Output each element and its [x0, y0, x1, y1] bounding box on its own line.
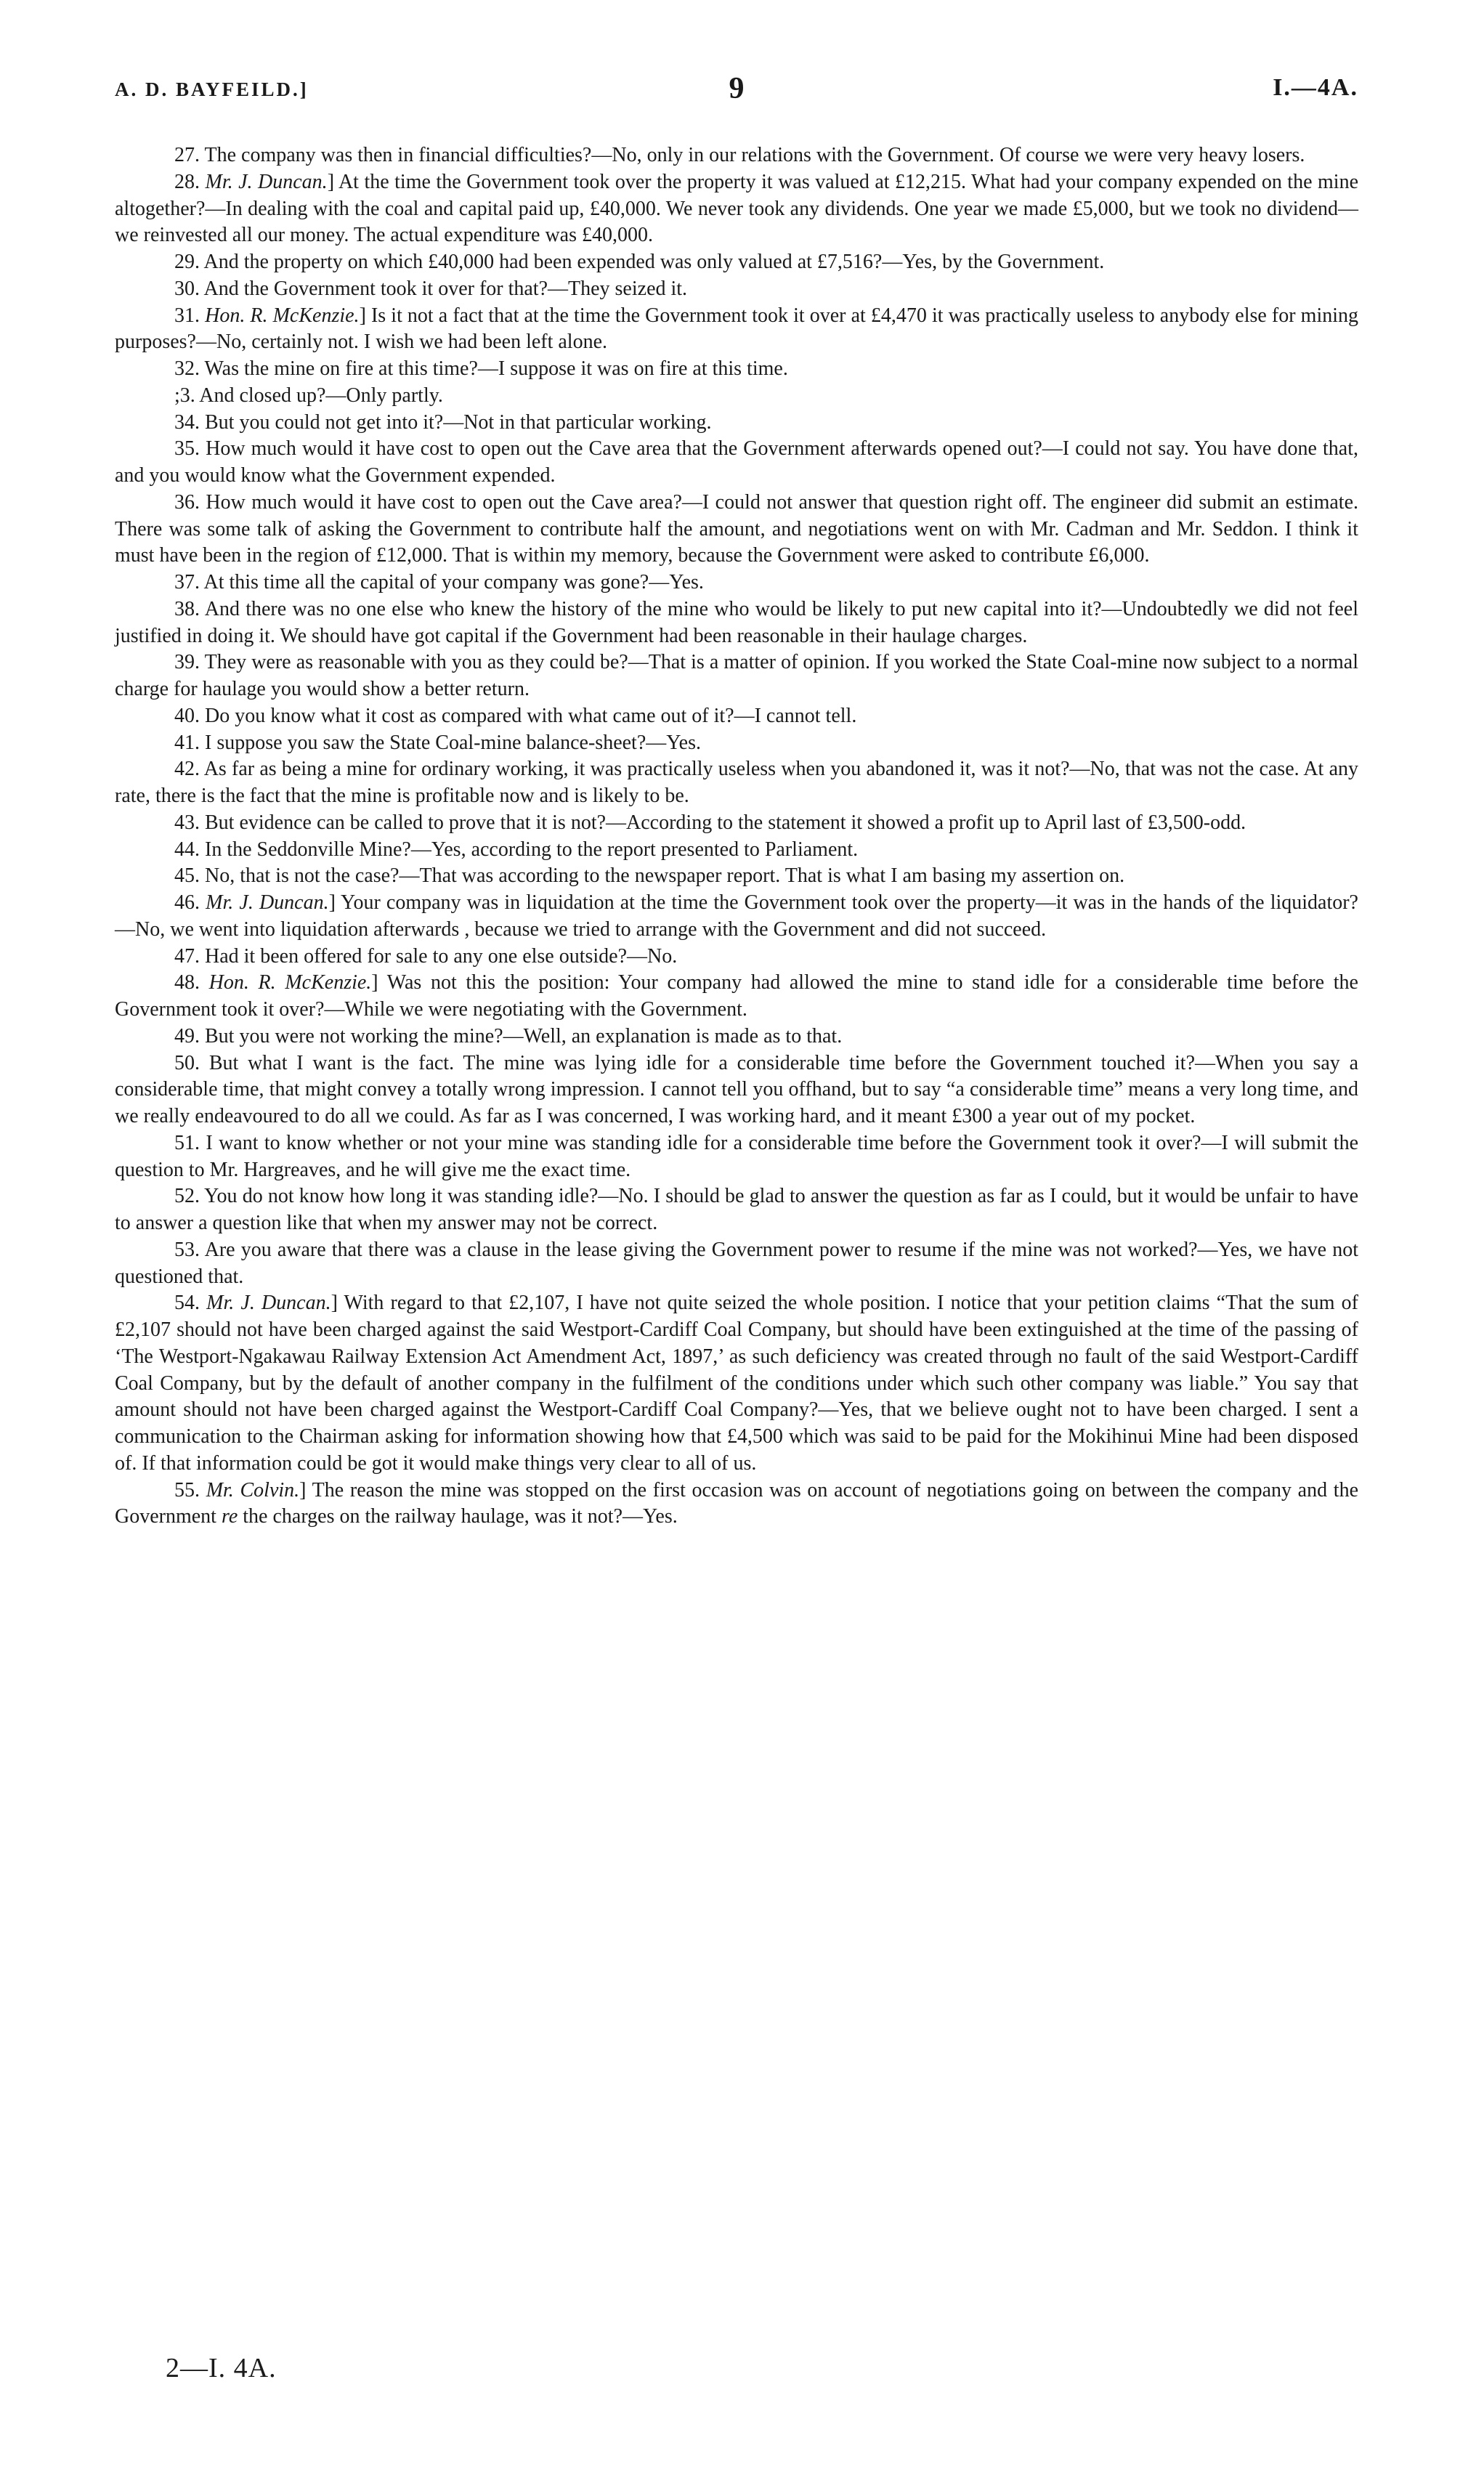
- qa-text: And the property on which £40,000 had been expended was only valued at £7,516?—Yes, by the Government.: [203, 251, 1105, 273]
- qa-text: ] Your company was in liquidation at the time the Government took over the property—it was in the hands of the liquidator?—No, we went into liquidation afterwards , because we tried to arrange with the Government and did not succeed.: [115, 891, 1358, 941]
- qa-text: But you were not working the mine?—Well, an explanation is made as to that.: [205, 1024, 843, 1048]
- qa-text: How much would it have cost to open out the Cave area?—I could not answer that question right off. The engineer did submit an estimate. There was some talk of asking the Government to contribute half the amount, and negotiations went on with Mr. Cadman and Mr. Seddon. I think it must have been in the region of £12,000. That is within my memory, because the Government were asked to contribute £6,000.: [115, 490, 1359, 567]
- speaker-name: Hon. R. McKenzie.: [208, 971, 372, 994]
- evidence-body: [115, 142, 1358, 1531]
- qa-text: But you could not get into it?—Not in that particular working.: [205, 410, 712, 434]
- running-header: [115, 74, 1358, 108]
- question-number: 55.: [174, 1478, 200, 1502]
- header-witness-name: A. D. BAYFEILD.]: [115, 78, 309, 100]
- qa-text: The company was then in financial difficulties?—No, only in our relations with the Government. Of course we were very heavy losers.: [204, 144, 1305, 166]
- qa-paragraph: [115, 756, 1358, 810]
- speaker-name: Mr. J. Duncan.: [205, 170, 328, 193]
- qa-text: But what I want is the fact. The mine was lying idle for a considerable time before the Government touched it?—When you say a considerable time, that might convey a totally wrong impression. I cannot tell you offhand, but to say “a considerable time” means a very long time, and we really endeavoured to do all we could. As far as I was concerned, I was working hard, and it meant £300 a year out of my pocket.: [115, 1051, 1359, 1127]
- question-number: 54.: [174, 1292, 200, 1315]
- question-number: 37.: [174, 571, 200, 593]
- paper-reference: I.—4A.: [1273, 74, 1358, 101]
- qa-text: Had it been offered for sale to any one else outside?—No.: [205, 944, 678, 968]
- qa-paragraph: [115, 436, 1358, 490]
- question-number: 35.: [174, 437, 200, 461]
- qa-text: And closed up?—Only partly.: [199, 384, 443, 407]
- speaker-name: Mr. J. Duncan.: [206, 891, 329, 914]
- question-number: 29.: [174, 251, 200, 273]
- qa-paragraph: [115, 169, 1358, 249]
- qa-text: And there was no one else who knew the history of the mine who would be likely to put new capital into it?—Undoubtedly we did not feel justified in doing it. We should have got capital if the Government had been reasonable in their haulage charges.: [115, 597, 1358, 647]
- question-number: 51.: [174, 1131, 200, 1154]
- qa-text: Are you aware that there was a clause in the lease giving the Government power to resume if the mine was not worked?—Yes, we have not questioned that.: [115, 1238, 1358, 1288]
- question-number: ;3.: [174, 384, 195, 407]
- qa-paragraph: [115, 410, 1358, 437]
- question-number: 41.: [174, 731, 200, 754]
- qa-text: ] Was not this the position: Your company had allowed the mine to stand idle for a considerable time before the Government took it over?—While we were negotiating with the Government.: [115, 971, 1358, 1021]
- question-number: 52.: [174, 1185, 200, 1208]
- page-number: 9: [729, 72, 745, 105]
- qa-text: You do not know how long it was standing idle?—No. I should be glad to answer the question as far as I could, but it would be unfair to have to answer a question like that when my answer may not be correct.: [115, 1185, 1358, 1234]
- qa-paragraph: [115, 596, 1358, 650]
- question-number: 34.: [174, 410, 200, 434]
- qa-paragraph: [115, 383, 1358, 410]
- qa-text: ] With regard to that £2,107, I have not quite seized the whole position. I notice that your petition claims “That the sum of £2,107 should not have been charged against the said Westport-Cardiff Coal Company, but should have been extinguished at the time of the passing of ‘The Westport-Ngakawau Railway Extension Act Amendment Act, 1897,’ as such deficiency was created through no fault of the said Westport-Cardiff Coal Company, but by the default of another company in the fulfilment of the conditions under which such other company was liable.” You say that amount should not have been charged against the Westport-Cardiff Coal Company?—Yes, that we believe ought not to have been charged. I sent a communication to the Chairman asking for information showing how that £4,500 which was said to be paid for the Mokihinui Mine had been disposed of. If that information could be got it would make things very clear to all of us.: [115, 1292, 1359, 1475]
- qa-text: the charges on the railway haulage, was it not?—Yes.: [238, 1505, 678, 1528]
- qa-paragraph: [115, 276, 1358, 303]
- speaker-name: Mr. Colvin.: [206, 1478, 300, 1502]
- question-number: 27.: [174, 144, 200, 166]
- qa-paragraph: [115, 649, 1358, 703]
- qa-paragraph: [115, 490, 1358, 570]
- qa-paragraph: [115, 863, 1358, 890]
- question-number: 30.: [174, 277, 200, 300]
- question-number: 46.: [174, 891, 200, 914]
- qa-paragraph: [115, 890, 1358, 944]
- question-number: 49.: [174, 1024, 200, 1048]
- qa-text: ] Is it not a fact that at the time the Government took it over at £4,470 it was practically useless to anybody else for mining purposes?—No, certainly not. I wish we had been left alone.: [115, 304, 1358, 354]
- question-number: 28.: [174, 170, 200, 193]
- speaker-name: Hon. R. McKenzie.: [205, 304, 360, 327]
- question-number: 38.: [174, 597, 200, 620]
- qa-text: And the Government took it over for that?—They seized it.: [203, 277, 688, 300]
- footer-signature: 2—I. 4A.: [166, 2353, 277, 2383]
- question-number: 40.: [174, 704, 200, 727]
- speaker-name: Mr. J. Duncan.: [206, 1292, 331, 1315]
- italic-term: re: [221, 1505, 238, 1528]
- qa-text: At this time all the capital of your company was gone?—Yes.: [203, 571, 704, 593]
- question-number: 48.: [174, 971, 200, 994]
- question-number: 53.: [174, 1238, 200, 1261]
- qa-text: As far as being a mine for ordinary working, it was practically useless when you abandoned it, was it not?—No, that was not the case. At any rate, there is the fact that the mine is profitable now and is likely to be.: [115, 758, 1358, 807]
- qa-text: I suppose you saw the State Coal-mine balance-sheet?—Yes.: [205, 731, 701, 754]
- question-number: 32.: [174, 357, 200, 380]
- question-number: 50.: [174, 1051, 200, 1074]
- qa-text: ] At the time the Government took over the property it was valued at £12,215. What had your company expended on the mine altogether?—In dealing with the coal and capital paid up, £40,000. We never took any dividends. One year we made £5,000, but we took no dividend—we reinvested all our money. The actual expenditure was £40,000.: [115, 170, 1358, 247]
- qa-paragraph: [115, 1050, 1358, 1130]
- question-number: 43.: [174, 811, 200, 834]
- qa-text: No, that is not the case?—That was according to the newspaper report. That is what I am basing my assertion on.: [205, 864, 1125, 888]
- qa-paragraph: [115, 142, 1358, 169]
- qa-text: Was the mine on fire at this time?—I suppose it was on fire at this time.: [204, 357, 788, 380]
- qa-paragraph: [115, 944, 1358, 971]
- question-number: 47.: [174, 944, 200, 968]
- qa-paragraph: [115, 1183, 1358, 1237]
- qa-paragraph: [115, 1130, 1358, 1184]
- question-number: 45.: [174, 864, 200, 888]
- qa-paragraph: [115, 1478, 1358, 1531]
- qa-paragraph: [115, 810, 1358, 837]
- question-number: 31.: [174, 304, 200, 327]
- qa-paragraph: [115, 837, 1358, 864]
- qa-paragraph: [115, 1024, 1358, 1050]
- qa-text: ] The reason the mine was stopped on the first occasion was on account of negotiations going on between the company and the Government: [115, 1478, 1359, 1528]
- qa-paragraph: [115, 1290, 1358, 1477]
- qa-paragraph: [115, 570, 1358, 596]
- qa-text: How much would it have cost to open out the Cave area that the Government afterwards opened out?—I could not say. You have done that, and you would know what the Government expended.: [115, 437, 1358, 487]
- qa-paragraph: [115, 730, 1358, 757]
- question-number: 42.: [174, 758, 200, 781]
- question-number: 44.: [174, 838, 200, 861]
- qa-paragraph: [115, 970, 1358, 1024]
- question-number: 36.: [174, 490, 200, 514]
- qa-text: I want to know whether or not your mine was standing idle for a considerable time before the Government took it over?—I will submit the question to Mr. Hargreaves, and he will give me the exact time.: [115, 1131, 1359, 1181]
- qa-paragraph: [115, 703, 1358, 730]
- question-number: 39.: [174, 651, 200, 674]
- qa-text: Do you know what it cost as compared with what came out of it?—I cannot tell.: [205, 704, 857, 727]
- qa-paragraph: [115, 249, 1358, 276]
- qa-paragraph: [115, 1237, 1358, 1291]
- qa-text: In the Seddonville Mine?—Yes, according to the report presented to Parliament.: [205, 838, 859, 861]
- qa-text: But evidence can be called to prove that it is not?—According to the statement it showed a profit up to April last of £3,500-odd.: [205, 811, 1246, 834]
- qa-paragraph: [115, 356, 1358, 383]
- qa-text: They were as reasonable with you as they could be?—That is a matter of opinion. If you worked the State Coal-mine now subject to a normal charge for haulage you would show a better return.: [115, 651, 1358, 700]
- qa-paragraph: [115, 303, 1358, 357]
